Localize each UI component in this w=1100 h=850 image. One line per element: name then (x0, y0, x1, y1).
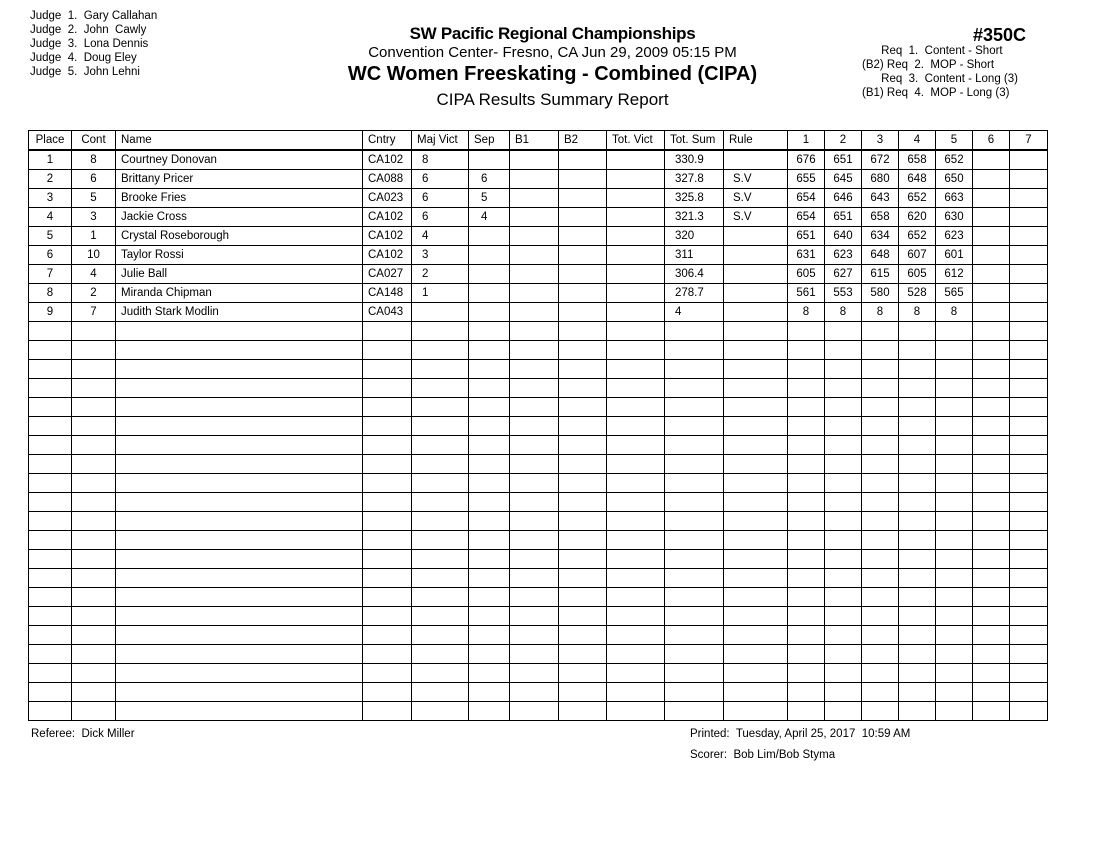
table-cell: 652 (899, 189, 936, 208)
table-cell: 620 (899, 208, 936, 227)
table-cell (510, 170, 559, 189)
table-cell: Brooke Fries (116, 189, 363, 208)
empty-row (29, 474, 1048, 493)
table-cell: 8 (72, 150, 116, 170)
empty-row (29, 702, 1048, 721)
table-cell: 651 (825, 208, 862, 227)
table-cell: 643 (862, 189, 899, 208)
table-cell (973, 284, 1010, 303)
column-header: Cntry (363, 131, 412, 151)
event-title: WC Women Freeskating - Combined (CIPA) (347, 63, 758, 85)
table-cell: 650 (936, 170, 973, 189)
empty-row (29, 626, 1048, 645)
table-cell (973, 208, 1010, 227)
table-cell: 607 (899, 246, 936, 265)
table-cell: 6 (29, 246, 72, 265)
table-cell (510, 227, 559, 246)
table-cell: CA023 (363, 189, 412, 208)
table-cell (607, 265, 665, 284)
judge-5: Judge 5. John Lehni (30, 66, 140, 78)
table-cell: Julie Ball (116, 265, 363, 284)
column-header: 1 (788, 131, 825, 151)
empty-row (29, 379, 1048, 398)
empty-row (29, 664, 1048, 683)
table-cell: Taylor Rossi (116, 246, 363, 265)
judge-4: Judge 4. Doug Eley (30, 52, 137, 64)
table-cell: 561 (788, 284, 825, 303)
table-cell: 4 (665, 303, 724, 322)
column-header: Place (29, 131, 72, 151)
table-cell: 676 (788, 150, 825, 170)
table-cell (510, 208, 559, 227)
table-cell: CA102 (363, 227, 412, 246)
table-cell: Courtney Donovan (116, 150, 363, 170)
empty-row (29, 531, 1048, 550)
table-cell (607, 246, 665, 265)
table-cell: 311 (665, 246, 724, 265)
empty-row (29, 436, 1048, 455)
table-cell: 321.3 (665, 208, 724, 227)
table-cell: 640 (825, 227, 862, 246)
empty-row (29, 341, 1048, 360)
table-cell: 627 (825, 265, 862, 284)
empty-row (29, 569, 1048, 588)
table-cell (559, 246, 607, 265)
table-cell: 7 (29, 265, 72, 284)
table-cell (724, 246, 788, 265)
column-header: B1 (510, 131, 559, 151)
table-cell: 651 (788, 227, 825, 246)
table-cell (510, 265, 559, 284)
table-cell (607, 170, 665, 189)
referee: Referee: Dick Miller (31, 728, 135, 740)
empty-row (29, 322, 1048, 341)
table-cell (559, 189, 607, 208)
table-cell: 8 (862, 303, 899, 322)
table-cell: 553 (825, 284, 862, 303)
table-cell: 5 (469, 189, 510, 208)
table-cell: S.V (724, 170, 788, 189)
table-cell: 306.4 (665, 265, 724, 284)
table-cell: 1 (29, 150, 72, 170)
venue-datetime: Convention Center- Fresno, CA Jun 29, 2009 05:15 PM (368, 44, 737, 61)
table-cell (724, 303, 788, 322)
table-cell: 648 (899, 170, 936, 189)
table-cell: 634 (862, 227, 899, 246)
table-cell (724, 265, 788, 284)
table-cell: 1 (412, 284, 469, 303)
table-cell: 4 (72, 265, 116, 284)
table-cell: 2 (72, 284, 116, 303)
table-cell (973, 189, 1010, 208)
table-cell: 2 (412, 265, 469, 284)
table-cell: Brittany Pricer (116, 170, 363, 189)
empty-row (29, 398, 1048, 417)
requirement-4: (B1) Req 4. MOP - Long (3) (862, 87, 1010, 99)
table-cell (510, 189, 559, 208)
column-header: Sep (469, 131, 510, 151)
table-row (29, 170, 1048, 189)
empty-row (29, 550, 1048, 569)
column-header: Tot. Vict (607, 131, 665, 151)
table-cell: CA102 (363, 208, 412, 227)
table-cell (469, 303, 510, 322)
column-header: B2 (559, 131, 607, 151)
table-cell: 8 (899, 303, 936, 322)
table-cell (607, 150, 665, 170)
table-cell: 623 (936, 227, 973, 246)
table-cell (559, 284, 607, 303)
empty-row (29, 455, 1048, 474)
table-cell (559, 170, 607, 189)
table-row (29, 189, 1048, 208)
table-row (29, 246, 1048, 265)
column-header: Tot. Sum (665, 131, 724, 151)
table-cell: 3 (412, 246, 469, 265)
table-cell: 648 (862, 246, 899, 265)
judges-list (30, 9, 157, 79)
table-cell: S.V (724, 208, 788, 227)
table-cell: 6 (412, 208, 469, 227)
table-cell: 663 (936, 189, 973, 208)
table-header-row (29, 131, 1048, 151)
table-cell: 278.7 (665, 284, 724, 303)
printed-timestamp: Printed: Tuesday, April 25, 2017 10:59 AM (690, 728, 911, 740)
table-cell (607, 189, 665, 208)
table-cell: 5 (29, 227, 72, 246)
table-cell (510, 303, 559, 322)
table-cell (1010, 265, 1048, 284)
empty-row (29, 588, 1048, 607)
table-cell (1010, 227, 1048, 246)
table-cell: 2 (29, 170, 72, 189)
table-cell (469, 246, 510, 265)
table-cell: 8 (412, 150, 469, 170)
table-cell (607, 284, 665, 303)
table-cell (607, 227, 665, 246)
table-cell (469, 150, 510, 170)
scorer: Scorer: Bob Lim/Bob Styma (690, 749, 836, 761)
table-cell: 646 (825, 189, 862, 208)
table-cell: 601 (936, 246, 973, 265)
table-cell: 8 (825, 303, 862, 322)
table-cell (559, 208, 607, 227)
table-cell: 631 (788, 246, 825, 265)
table-cell: Crystal Roseborough (116, 227, 363, 246)
table-cell: 623 (825, 246, 862, 265)
results-table (28, 130, 1048, 721)
table-cell (1010, 170, 1048, 189)
column-header: 6 (973, 131, 1010, 151)
column-header: Name (116, 131, 363, 151)
table-cell (510, 150, 559, 170)
column-header: 4 (899, 131, 936, 151)
table-cell: 1 (72, 227, 116, 246)
requirements-list (862, 44, 1018, 100)
table-cell (559, 303, 607, 322)
table-cell: 320 (665, 227, 724, 246)
table-cell (973, 246, 1010, 265)
empty-row (29, 645, 1048, 664)
table-cell (973, 303, 1010, 322)
table-cell (724, 284, 788, 303)
table-cell (1010, 208, 1048, 227)
table-cell (412, 303, 469, 322)
table-cell: 3 (72, 208, 116, 227)
table-cell (724, 227, 788, 246)
table-cell: 5 (72, 189, 116, 208)
table-cell: 528 (899, 284, 936, 303)
table-cell: 325.8 (665, 189, 724, 208)
table-cell (1010, 246, 1048, 265)
table-row (29, 284, 1048, 303)
table-cell: 8 (788, 303, 825, 322)
table-cell: 565 (936, 284, 973, 303)
table-cell (559, 150, 607, 170)
column-header: 3 (862, 131, 899, 151)
table-row (29, 303, 1048, 322)
table-cell: 327.8 (665, 170, 724, 189)
table-cell: 655 (788, 170, 825, 189)
table-cell: CA102 (363, 246, 412, 265)
table-cell: 605 (899, 265, 936, 284)
table-cell: 4 (29, 208, 72, 227)
column-header: 7 (1010, 131, 1048, 151)
table-cell: 6 (412, 170, 469, 189)
table-cell: 612 (936, 265, 973, 284)
table-cell: CA148 (363, 284, 412, 303)
table-cell (469, 265, 510, 284)
table-cell: 605 (788, 265, 825, 284)
table-cell: 4 (469, 208, 510, 227)
table-cell: 9 (29, 303, 72, 322)
judge-2: Judge 2. John Cawly (30, 24, 147, 36)
table-cell: 652 (936, 150, 973, 170)
table-cell (1010, 189, 1048, 208)
empty-row (29, 683, 1048, 702)
table-cell: 630 (936, 208, 973, 227)
column-header: 2 (825, 131, 862, 151)
requirement-2: (B2) Req 2. MOP - Short (862, 59, 995, 71)
table-cell (973, 150, 1010, 170)
column-header: Maj Vict (412, 131, 469, 151)
table-row (29, 265, 1048, 284)
table-cell: 8 (29, 284, 72, 303)
table-cell: 680 (862, 170, 899, 189)
table-cell: 654 (788, 189, 825, 208)
requirement-3: Req 3. Content - Long (3) (862, 73, 1018, 85)
table-cell: 7 (72, 303, 116, 322)
table-row (29, 227, 1048, 246)
table-cell: 10 (72, 246, 116, 265)
table-cell: 654 (788, 208, 825, 227)
table-cell: 580 (862, 284, 899, 303)
table-cell (724, 150, 788, 170)
table-cell (607, 303, 665, 322)
table-cell (1010, 303, 1048, 322)
table-cell: 658 (862, 208, 899, 227)
table-cell (510, 246, 559, 265)
report-title: CIPA Results Summary Report (436, 90, 669, 109)
table-cell (559, 227, 607, 246)
table-cell: 658 (899, 150, 936, 170)
table-cell (973, 170, 1010, 189)
empty-row (29, 607, 1048, 626)
requirement-1: Req 1. Content - Short (862, 45, 1003, 57)
table-cell: 651 (825, 150, 862, 170)
judge-3: Judge 3. Lona Dennis (30, 38, 149, 50)
table-cell: 6 (72, 170, 116, 189)
table-row (29, 150, 1048, 170)
table-cell: Judith Stark Modlin (116, 303, 363, 322)
empty-row (29, 417, 1048, 436)
table-cell: CA027 (363, 265, 412, 284)
table-cell: 615 (862, 265, 899, 284)
table-cell: 6 (469, 170, 510, 189)
table-cell: 652 (899, 227, 936, 246)
table-cell: CA102 (363, 150, 412, 170)
table-cell: 3 (29, 189, 72, 208)
table-cell: 672 (862, 150, 899, 170)
table-cell (469, 284, 510, 303)
table-cell (607, 208, 665, 227)
table-cell: Jackie Cross (116, 208, 363, 227)
table-row (29, 208, 1048, 227)
table-cell: CA043 (363, 303, 412, 322)
table-cell (559, 265, 607, 284)
column-header: 5 (936, 131, 973, 151)
table-cell (469, 227, 510, 246)
table-cell (973, 227, 1010, 246)
table-cell (973, 265, 1010, 284)
table-cell (1010, 150, 1048, 170)
table-cell: Miranda Chipman (116, 284, 363, 303)
judge-1: Judge 1. Gary Callahan (30, 10, 158, 22)
table-cell: 6 (412, 189, 469, 208)
table-cell (510, 284, 559, 303)
table-cell (1010, 284, 1048, 303)
table-cell: 8 (936, 303, 973, 322)
empty-row (29, 493, 1048, 512)
column-header: Cont (72, 131, 116, 151)
empty-row (29, 360, 1048, 379)
competition-title: SW Pacific Regional Championships (409, 24, 696, 43)
event-id: #350C (972, 25, 1026, 45)
table-cell: 4 (412, 227, 469, 246)
table-cell: 645 (825, 170, 862, 189)
column-header: Rule (724, 131, 788, 151)
table-cell: S.V (724, 189, 788, 208)
empty-row (29, 512, 1048, 531)
table-cell: 330.9 (665, 150, 724, 170)
table-cell: CA088 (363, 170, 412, 189)
